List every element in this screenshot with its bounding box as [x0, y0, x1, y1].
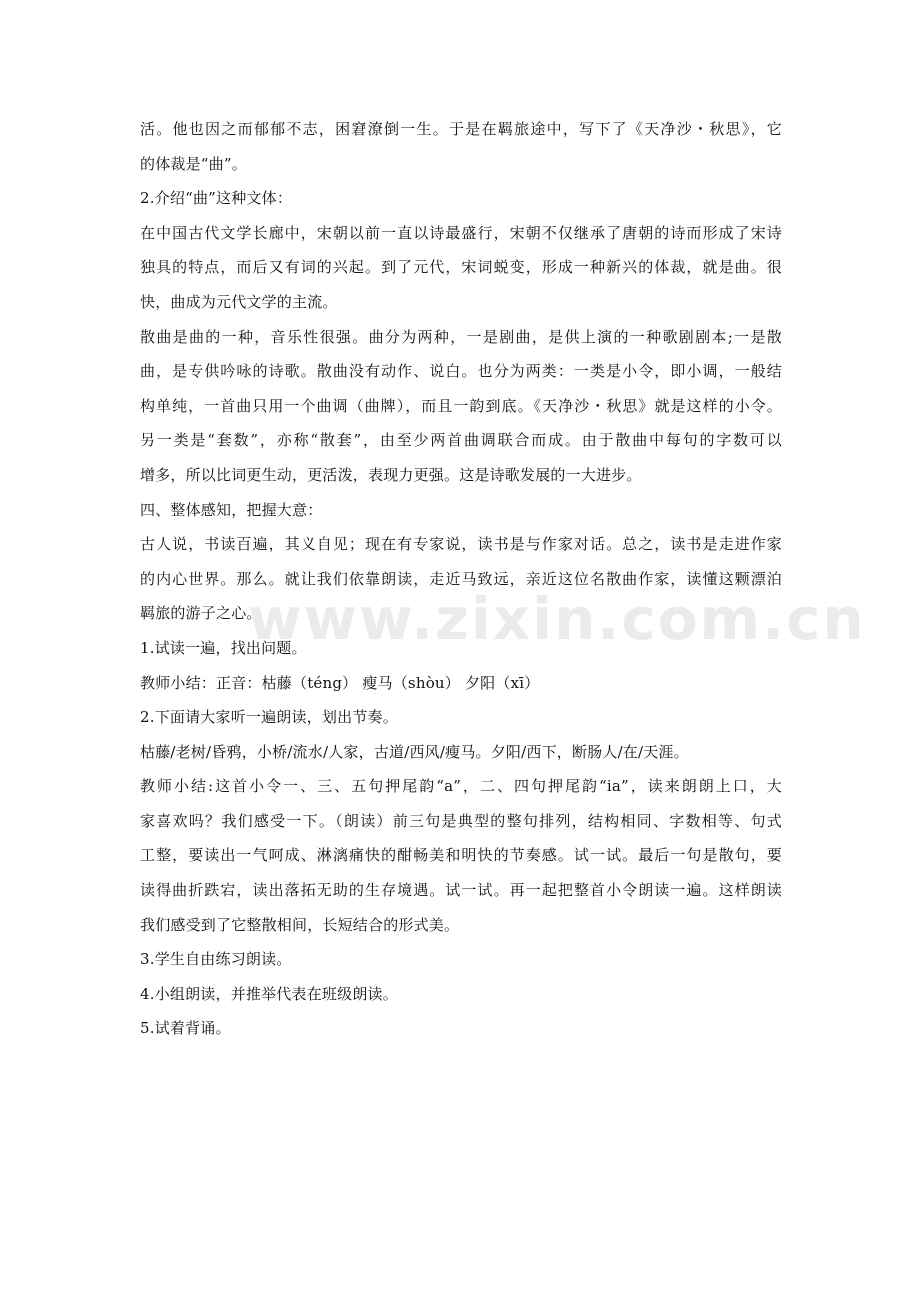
- paragraph-line: 在中国古代文学长廊中，宋朝以前一直以诗最盛行，宋朝不仅继承了唐朝的诗而形成了宋诗: [140, 223, 782, 242]
- paragraph-line: 快，曲成为元代文学的主流。: [140, 292, 338, 311]
- paragraph-line: 教师小结:这首小令一、三、五句押尾韵“a”，二、四句押尾韵“ia”，读来朗朗上口，大: [140, 777, 782, 796]
- paragraph-line: 构单纯，一首曲只用一个曲调（曲牌），而且一韵到底。《天净沙・秋思》就是这样的小令。: [140, 396, 782, 415]
- paragraph-line: 曲，是专供吟咏的诗歌。散曲没有动作、说白。也分为两类：一类是小令，即小调，一般结: [140, 362, 782, 381]
- poem-rhythm-line: 枯藤/老树/昏鸦，小桥/流水/人家，古道/西风/瘦马。夕阳/西下，断肠人/在/天涯。: [140, 742, 689, 761]
- paragraph-line: 我们感受到了它整散相间，长短结合的形式美。: [140, 915, 460, 934]
- list-item: 2.下面请大家听一遍朗读，划出节奏。: [140, 708, 398, 727]
- paragraph-line: 增多，所以比词更生动，更活泼，表现力更强。这是诗歌发展的一大进步。: [140, 465, 642, 484]
- paragraph-line: 古人说，书读百遍，其义自见；现在有专家说，读书是与作家对话。总之，读书是走进作家: [140, 535, 782, 554]
- watermark: www.zixin.com.cn: [248, 585, 866, 653]
- paragraph-line: 工整，要读出一气呵成、淋漓痛快的酣畅美和明快的节奏感。试一试。最后一句是散句，要: [140, 846, 782, 865]
- paragraph-line: 另一类是“套数”，亦称“散套”，由至少两首曲调联合而成。由于散曲中每句的字数可以: [140, 431, 782, 450]
- paragraph-line: 活。他也因之而郁郁不志，困窘潦倒一生。于是在羁旅途中，写下了《天净沙・秋思》，它: [140, 120, 782, 138]
- paragraph-line: 羁旅的游子之心。: [140, 604, 262, 623]
- paragraph-line: 家喜欢吗？我们感受一下。（朗读）前三句是典型的整句排列，结构相同、字数相等、句式: [140, 811, 782, 830]
- paragraph-line: 读得曲折跌宕，读出落拓无助的生存境遇。试一试。再一起把整首小令朗读一遍。这样朗读: [140, 881, 782, 900]
- paragraph-line: 独具的特点，而后又有词的兴起。到了元代，宋词蜕变，形成一种新兴的体裁，就是曲。很: [140, 258, 782, 277]
- paragraph-line: 的内心世界。那么。就让我们依靠朗读，走近马致远，亲近这位名散曲作家，读懂这颗漂泊: [140, 569, 782, 588]
- paragraph-line: 散曲是曲的一种，音乐性很强。曲分为两种，一是剧曲，是供上演的一种歌剧剧本;一是散: [140, 327, 782, 346]
- list-item: 1.试读一遍，找出问题。: [140, 638, 307, 657]
- list-item: 5.试着背诵。: [140, 1019, 231, 1038]
- list-item: 4.小组朗读，并推举代表在班级朗读。: [140, 984, 398, 1003]
- paragraph-line: 的体裁是“曲”。: [140, 154, 247, 173]
- section-heading: 2.介绍“曲”这种文体：: [140, 189, 293, 208]
- section-heading: 四、整体感知，把握大意：: [140, 500, 323, 519]
- pronunciation-note: 教师小结：正音：枯藤（téng） 瘦马（shòu） 夕阳（xī）: [140, 673, 540, 692]
- list-item: 3.学生自由练习朗读。: [140, 950, 292, 969]
- document-body: [140, 112, 782, 1046]
